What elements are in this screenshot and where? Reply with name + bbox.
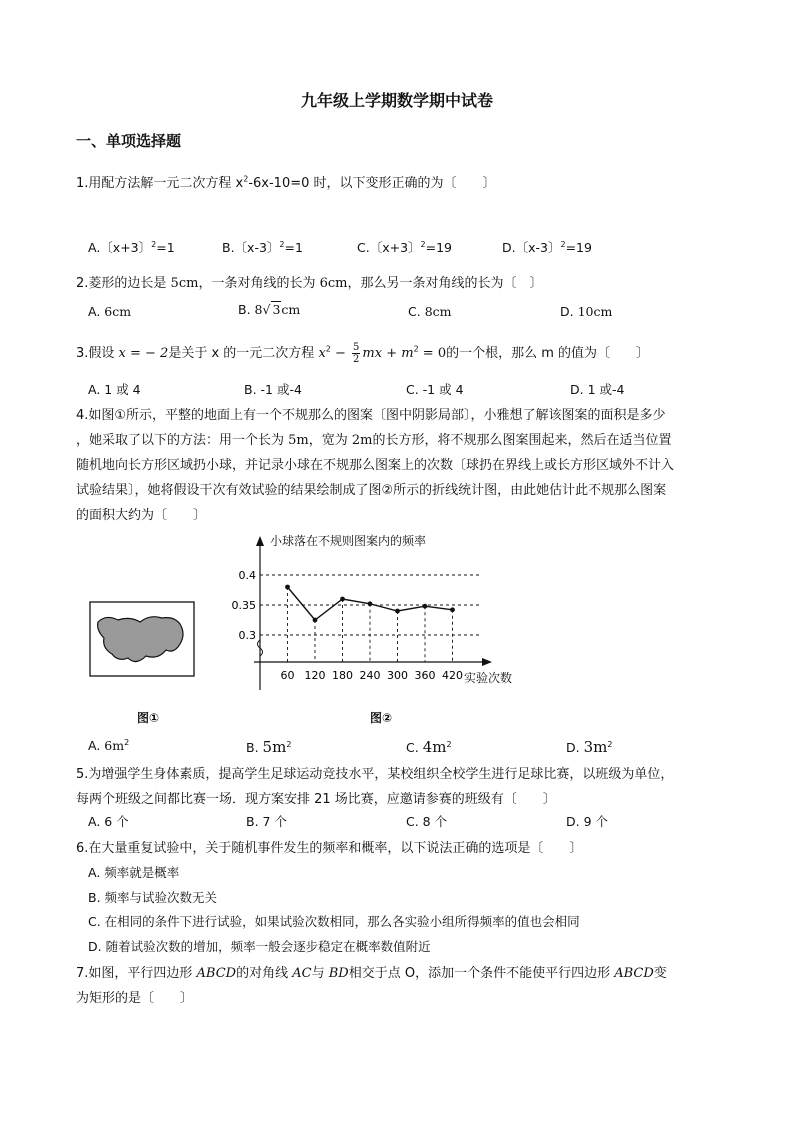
question-1: 1.用配方法解一元二次方程 $x^2-6x-10=0$ 时，以下变形正确的为〔 〕 (76, 174, 496, 191)
q2-option-c[interactable]: C. 8cm (408, 304, 452, 319)
question-5-line-2: 每两个班级之间都比赛一场．现方案安排 21 场比赛，应邀请参赛的班级有〔 〕 (76, 792, 556, 807)
x-axis-arrow (482, 658, 492, 666)
q1-option-c[interactable]: C.〔x+3〕$^2$=19 (357, 239, 453, 255)
section-heading: 一、单项选择题 (76, 132, 182, 150)
q3-option-d[interactable]: D. 1 或-4 (570, 382, 625, 397)
y-axis-arrow (256, 536, 264, 546)
question-4-line-1: 4.如图①所示，平整的地面上有一个不规那么的图案〔图中阴影局部〕，小雅想了解该图案的面积是多少 (76, 408, 666, 423)
question-7-line-2: 为矩形的是〔 〕 (76, 991, 194, 1006)
x-tick-label: 60 (280, 669, 295, 682)
q2-option-a[interactable]: A. 6cm (88, 304, 132, 319)
x-axis-label: 实验次数 (464, 671, 513, 685)
x-tick-label: 360 (414, 669, 436, 682)
y-tick-label: 0.35 (231, 599, 256, 612)
question-2: 2.菱形的边长是 5cm，一条对角线的长为 6cm，那么另一条对角线的长为〔 〕 (76, 276, 543, 291)
q5-option-c[interactable]: C. 8 个 (406, 814, 448, 829)
figure-1-label: 图① (137, 711, 160, 725)
x-tick-label: 300 (387, 669, 408, 682)
question-4-line-4: 试验结果〕，她将假设干次有效试验的结果绘制成了图②所示的折线统计图，由此她估计此不规那么图案 (76, 483, 667, 498)
chart-title: 小球落在不规则图案内的频率 (270, 534, 427, 548)
x-tick-label: 180 (332, 669, 353, 682)
question-4-line-3: 随机地向长方形区域扔小球，并记录小球在不规那么图案上的次数〔球扔在界线上或长方形区域外不计入 (76, 458, 675, 473)
q4-option-d[interactable]: D. $3m^2$ (566, 738, 613, 756)
figure-2-label: 图② (370, 711, 393, 725)
q1-option-d[interactable]: D.〔x-3〕$^2$=19 (502, 239, 592, 255)
q5-option-d[interactable]: D. 9 个 (566, 814, 608, 829)
data-point-240 (368, 601, 373, 606)
data-point-360 (423, 604, 428, 609)
q3-option-a[interactable]: A. 1 或 4 (88, 382, 141, 397)
y-tick-label: 0.3 (238, 629, 256, 642)
q4-option-a[interactable]: A. $6m^2$ (88, 738, 130, 754)
data-point-120 (313, 618, 318, 623)
q6-option-a[interactable]: A. 频率就是概率 (88, 865, 180, 880)
figure-2-line-chart (228, 528, 528, 700)
question-7-line-1: 7.如图，平行四边形 ABCD的对角线 AC与 BD相交于点 O，添加一个条件不能使平行四边形 ABCD变 (76, 966, 667, 981)
q3-option-b[interactable]: B. -1 或-4 (244, 382, 302, 397)
q1-option-a[interactable]: A.〔x+3〕$^2$=1 (88, 239, 175, 255)
q4-option-b[interactable]: B. $5m^2$ (246, 738, 292, 756)
data-point-420 (450, 607, 455, 612)
q1-option-b[interactable]: B.〔x-3〕$^2$=1 (222, 239, 303, 255)
q6-option-c[interactable]: C. 在相同的条件下进行试验，如果试验次数相同，那么各实验小组所得频率的值也会相同 (88, 914, 580, 929)
data-point-60 (285, 585, 290, 590)
data-point-300 (395, 609, 400, 614)
y-tick-label: 0.4 (238, 569, 256, 582)
q3-option-c[interactable]: C. -1 或 4 (406, 382, 464, 397)
q6-option-b[interactable]: B. 频率与试验次数无关 (88, 890, 218, 905)
q2-option-b[interactable]: B. 8√ 3cm (238, 302, 301, 317)
x-tick-label: 240 (359, 669, 381, 682)
question-3: 3.假设 x = − 2是关于 x 的一元二次方程 $x^2$ − $\frac{5}{2}$ mx + $m^2 = 0$的一个根，那么 m 的值为〔 〕 (76, 342, 650, 365)
q4-option-c[interactable]: C. $4m^2$ (406, 738, 452, 756)
page-title: 九年级上学期数学期中试卷 (300, 91, 493, 110)
figure-1-irregular-shape (88, 600, 198, 680)
question-4-line-5: 的面积大约为〔 〕 (76, 508, 207, 523)
question-5-line-1: 5.为增强学生身体素质，提高学生足球运动竞技水平，某校组织全校学生进行足球比赛，以班级为单位， (76, 767, 674, 782)
question-6: 6.在大量重复试验中，关于随机事件发生的频率和概率，以下说法正确的选项是〔 〕 (76, 841, 583, 856)
x-tick-label: 120 (304, 669, 326, 682)
q2-option-d[interactable]: D. 10cm (560, 304, 613, 319)
x-tick-label: 420 (442, 669, 463, 682)
q5-option-b[interactable]: B. 7 个 (246, 814, 287, 829)
q6-option-d[interactable]: D. 随着试验次数的增加，频率一般会逐步稳定在概率数值附近 (88, 939, 431, 954)
data-point-180 (340, 597, 345, 602)
q5-option-a[interactable]: A. 6 个 (88, 814, 129, 829)
question-4-line-2: ，她采取了以下的方法：用一个长为 5m，宽为 2m的长方形，将不规那么图案围起来，然后在适当位置 (76, 433, 672, 448)
